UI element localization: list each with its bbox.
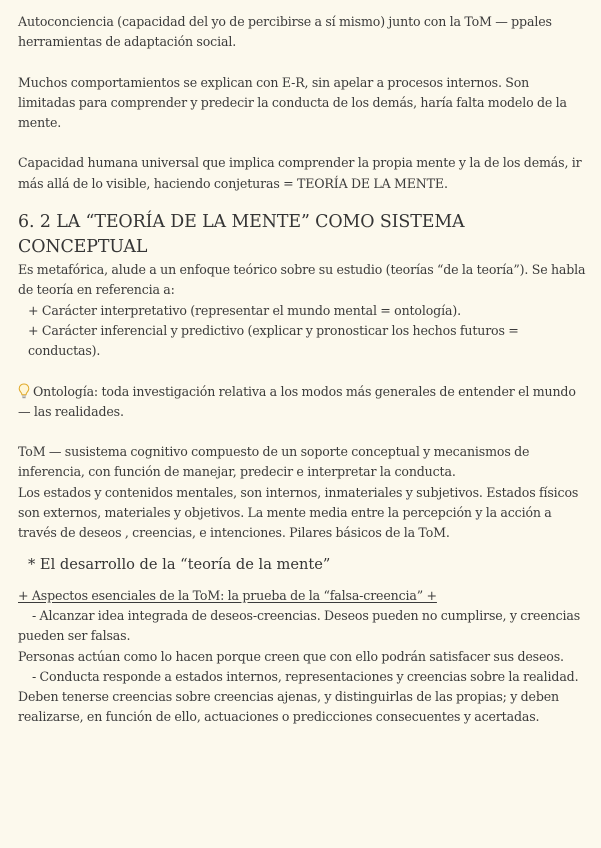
- bullet-inferencial: + Carácter inferencial y predictivo (explicar y pronosticar los hechos futuros = conductas).: [28, 322, 519, 359]
- bullet-interpretativo: + Carácter interpretativo (representar el mundo mental = ontología).: [28, 302, 461, 318]
- item-deseos-creencias: - Alcanzar idea integrada de deseos-creencias. Deseos pueden no cumplirse, y creencias pueden ser falsas.: [18, 607, 581, 644]
- paragraph-capacidad-humana: Capacidad humana universal que implica comprender la propia mente y la de los demás, ir más allá de lo visible, haciendo conjeturas = TEORÍA DE LA MENTE.: [18, 155, 582, 191]
- callout-text: Ontología: toda investigación relativa a los modos más generales de entender el mundo — las realidades.: [18, 383, 576, 419]
- callout-ontologia: [18, 382, 587, 423]
- section-intro: Es metafórica, alude a un enfoque teórico sobre su estudio (teorías “de la teoría”). Se habla de teoría en referencia a:: [18, 262, 586, 298]
- lightbulb-icon: [18, 383, 30, 399]
- item-personas-actuan: Personas actúan como lo hacen porque creen que con ello podrán satisfacer sus deseos.: [18, 648, 564, 664]
- subsection-heading: * El desarrollo de la “teoría de la mente”: [28, 555, 331, 573]
- paragraph-comportamientos: Muchos comportamientos se explican con E-R, sin apelar a procesos internos. Son limitadas para comprender y predecir la conducta de los demás, haría falta modelo de la mente.: [18, 74, 567, 131]
- underlined-aspectos: + Aspectos esenciales de la ToM: la prueba de la “falsa-creencia” +: [18, 587, 437, 603]
- paragraph-tom-definicion: ToM — susistema cognitivo compuesto de un soporte conceptual y mecanismos de inferencia, con función de manejar, predecir e interpretar la conducta.: [18, 444, 530, 480]
- paragraph-estados-mentales: Los estados y contenidos mentales, son internos, inmateriales y subjetivos. Estados físicos son externos, materiales y objetivos. La mente media entre la percepción y la acción a través de deseos , creencias, e intenciones. Pilares básicos de la ToM.: [18, 484, 579, 541]
- paragraph-autoconciencia: Autoconciencia (capacidad del yo de percibirse a sí mismo) junto con la ToM — ppales herramientas de adaptación social.: [18, 14, 552, 50]
- item-conducta-responde: - Conducta responde a estados internos, representaciones y creencias sobre la realidad. Deben tenerse creencias sobre creencias ajenas, y distinguirlas de las propias; y deben realizarse, en función de ello, actuaciones o predicciones consecuentes y acertadas.: [18, 668, 579, 725]
- section-heading: 6. 2 LA “TEORÍA DE LA MENTE” COMO SISTEMA CONCEPTUAL: [18, 212, 465, 258]
